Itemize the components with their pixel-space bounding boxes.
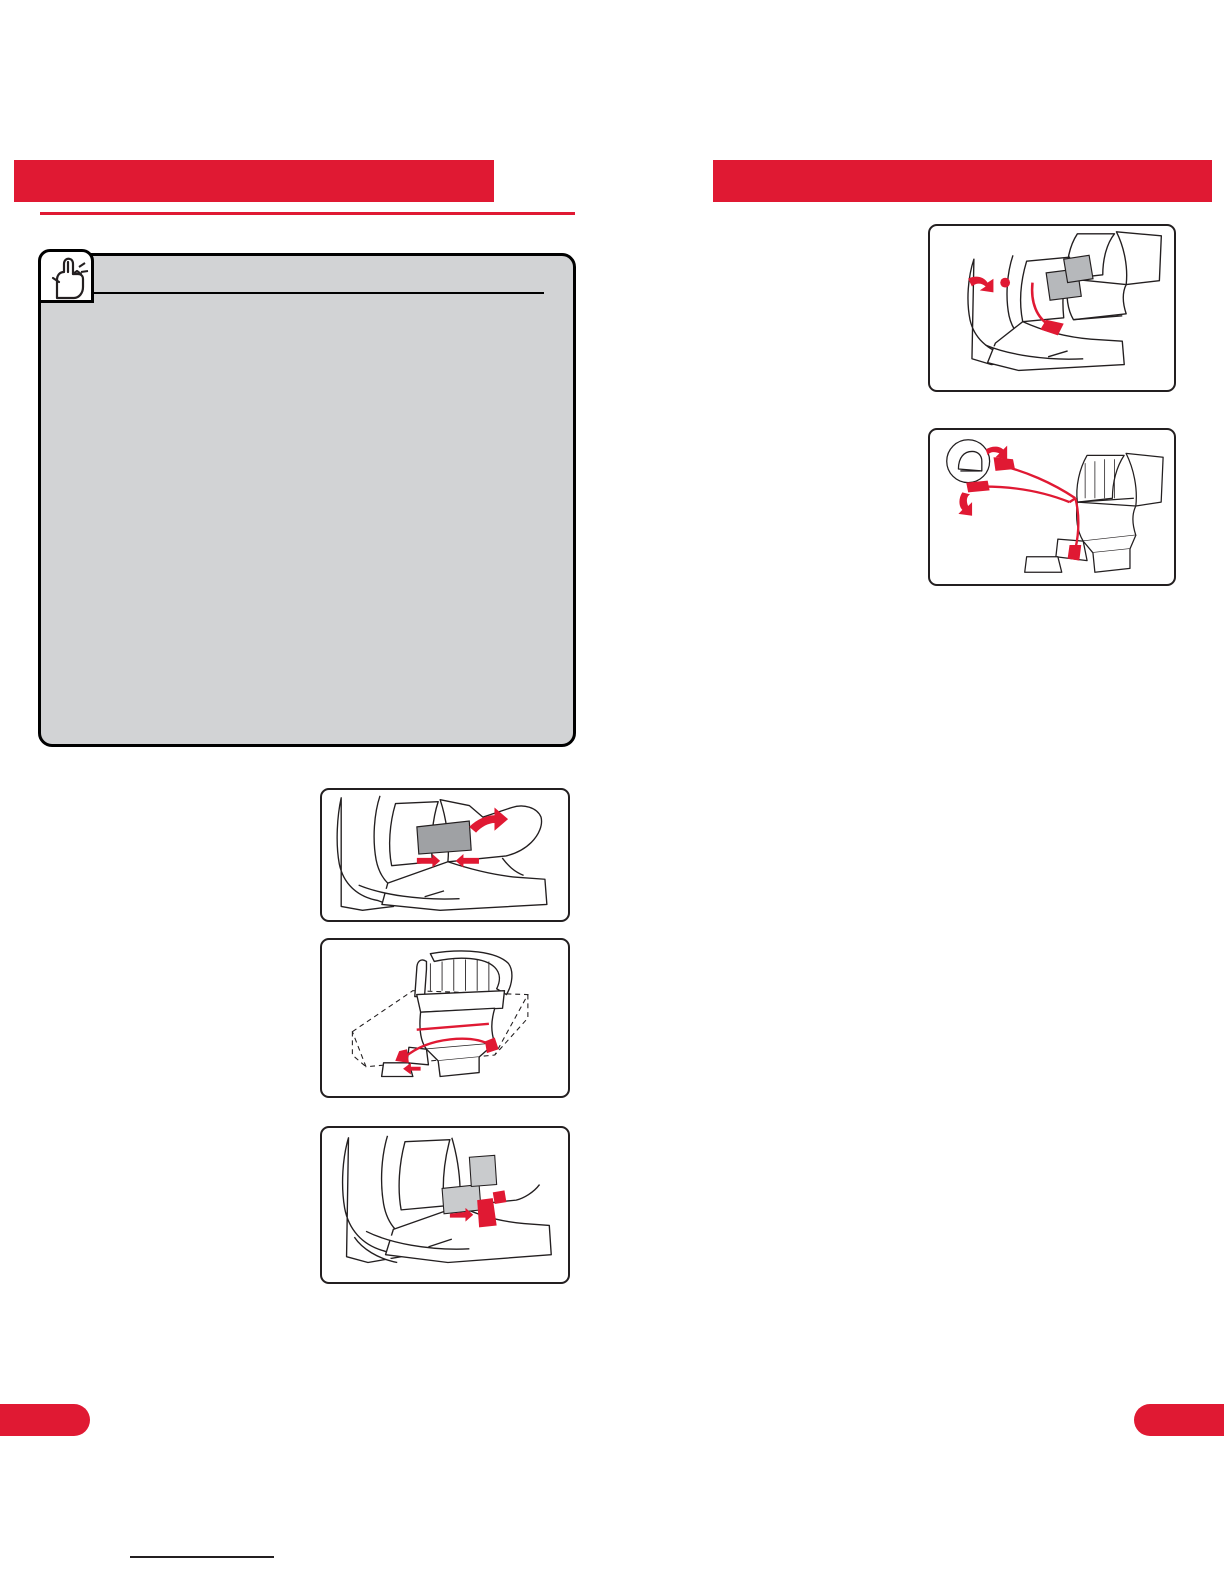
right-page-footer-bar: [1134, 1404, 1224, 1436]
note-box-rule: [66, 292, 544, 294]
latch-storage-figure: [928, 224, 1176, 392]
latch-storage-drawing: [930, 226, 1174, 390]
pointing-hand-icon: [47, 254, 91, 302]
headrest-adjust-drawing: [322, 790, 568, 920]
left-page-header-bar: [14, 160, 494, 202]
seat-belt-path-figure: [320, 938, 570, 1098]
latch-strap-routing-figure: [928, 428, 1176, 586]
buckle-tongue-figure: [320, 1126, 570, 1284]
note-box-hand-tab: [38, 249, 94, 303]
note-box: [38, 253, 576, 747]
left-page-header-rule: [40, 212, 575, 215]
right-page-header-bar: [713, 160, 1212, 202]
left-page-footer-bar: [0, 1404, 90, 1436]
latch-strap-routing-drawing: [930, 430, 1174, 584]
trim-mark: [130, 1556, 274, 1558]
buckle-tongue-drawing: [322, 1128, 568, 1282]
headrest-adjust-figure: [320, 788, 570, 922]
seat-belt-path-drawing: [322, 940, 568, 1096]
